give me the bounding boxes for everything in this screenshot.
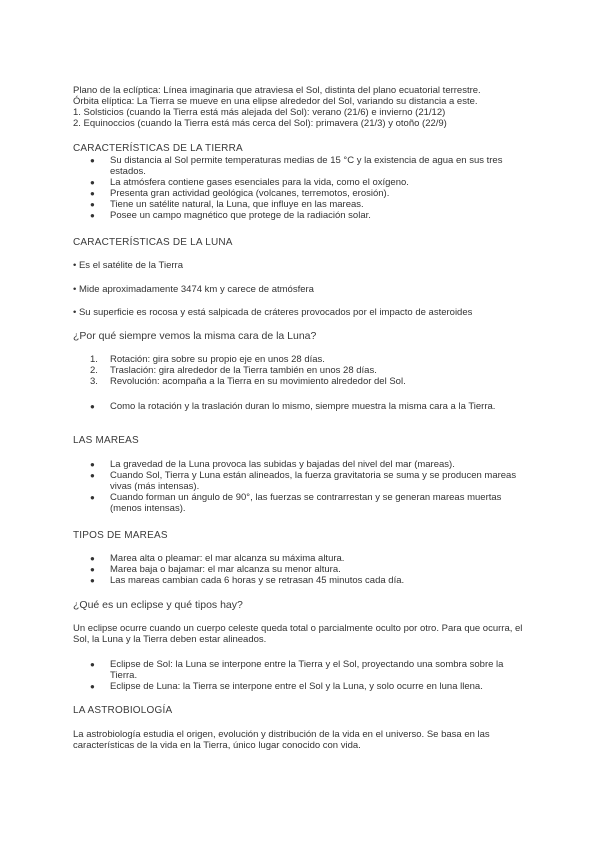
- heading-mareas: LAS MAREAS: [73, 435, 139, 446]
- list-movimientos: [73, 354, 525, 387]
- bullet-icon: ●: [90, 493, 95, 502]
- luna-item-satelite: • Es el satélite de la Tierra: [73, 260, 183, 271]
- list-item: 3. Revolución: acompaña a la Tierra en su movimiento alrededor del Sol.: [90, 376, 406, 387]
- bullet-icon: ●: [90, 576, 95, 585]
- list-item: ● Cuando forman un ángulo de 90°, las fuerzas se contrarrestan y se generan mareas muertas (menos intensas).: [90, 492, 502, 514]
- bullet-icon: ●: [90, 402, 95, 411]
- intro-line-ecliptica: Plano de la eclíptica: Línea imaginaria que atraviesa el Sol, distinta del plano ecuatorial terrestre.: [73, 85, 481, 96]
- bullet-icon: ●: [90, 200, 95, 209]
- question-eclipse: ¿Qué es un eclipse y qué tipos hay?: [73, 599, 243, 611]
- astrobiologia-paragraph: La astrobiología estudia el origen, evolución y distribución de la vida en el universo. Se basa en las características de la vida en la Tierra, único lugar conocido con vida.: [73, 729, 490, 751]
- list-item: ● La atmósfera contiene gases esenciales para la vida, como el oxígeno.: [90, 177, 409, 188]
- list-eclipses: [73, 659, 525, 692]
- bullet-icon: ●: [90, 178, 95, 187]
- bullet-icon: ●: [90, 189, 95, 198]
- list-item: 2. Traslación: gira alrededor de la Tierra también en unos 28 días.: [90, 365, 377, 376]
- eclipse-paragraph: Un eclipse ocurre cuando un cuerpo celeste queda total o parcialmente oculto por otro. Para que ocurra, el Sol, la Luna y la Tierra deben estar alineados.: [73, 623, 523, 645]
- question-misma-cara: ¿Por qué siempre vemos la misma cara de la Luna?: [73, 330, 317, 342]
- list-item: ● Cuando Sol, Tierra y Luna están alineados, la fuerza gravitatoria se suma y se producen mareas vivas (más intensas).: [90, 470, 517, 492]
- intro-line-equinoccios: 2. Equinoccios (cuando la Tierra está más cerca del Sol): primavera (21/3) y otoño (22/9): [73, 118, 447, 129]
- list-item: ● Marea alta o pleamar: el mar alcanza su máxima altura.: [90, 553, 345, 564]
- intro-block: [73, 85, 525, 129]
- list-cara-nota: [73, 401, 525, 412]
- heading-luna: CARACTERÍSTICAS DE LA LUNA: [73, 237, 233, 248]
- list-item: ● Las mareas cambian cada 6 horas y se retrasan 45 minutos cada día.: [90, 575, 405, 586]
- bullet-icon: ●: [90, 554, 95, 563]
- heading-tipos-mareas: TIPOS DE MAREAS: [73, 530, 168, 541]
- list-item: ● Marea baja o bajamar: el mar alcanza su menor altura.: [90, 564, 341, 575]
- list-item: ● La gravedad de la Luna provoca las subidas y bajadas del nivel del mar (mareas).: [90, 459, 455, 470]
- list-item: ● Como la rotación y la traslación duran lo mismo, siempre muestra la misma cara a la Tierra.: [90, 401, 496, 412]
- bullet-icon: ●: [90, 660, 95, 669]
- intro-line-solsticios: 1. Solsticios (cuando la Tierra está más alejada del Sol): verano (21/6) e invierno (21/12): [73, 107, 446, 118]
- list-item: ● Presenta gran actividad geológica (volcanes, terremotos, erosión).: [90, 188, 390, 199]
- list-item: ● Tiene un satélite natural, la Luna, que influye en las mareas.: [90, 199, 364, 210]
- heading-tierra: CARACTERÍSTICAS DE LA TIERRA: [73, 143, 243, 154]
- intro-line-orbita: Órbita elíptica: La Tierra se mueve en una elipse alrededor del Sol, variando su distancia a este.: [73, 96, 478, 107]
- luna-item-tamano: • Mide aproximadamente 3474 km y carece de atmósfera: [73, 284, 314, 295]
- list-mareas: [73, 459, 525, 514]
- heading-astrobiologia: LA ASTROBIOLOGÍA: [73, 705, 173, 716]
- list-item: ● Eclipse de Luna: la Tierra se interpone entre el Sol y la Luna, y solo ocurre en luna llena.: [90, 681, 483, 692]
- bullet-icon: ●: [90, 682, 95, 691]
- list-item: ● Posee un campo magnético que protege de la radiación solar.: [90, 210, 371, 221]
- list-item: 1. Rotación: gira sobre su propio eje en unos 28 días.: [90, 354, 325, 365]
- list-tipos-mareas: [73, 553, 525, 586]
- list-item: ● Eclipse de Sol: la Luna se interpone entre la Tierra y el Sol, proyectando una sombra sobre la Tierra.: [90, 659, 504, 681]
- bullet-icon: ●: [90, 211, 95, 220]
- bullet-icon: ●: [90, 460, 95, 469]
- list-tierra: [73, 155, 525, 221]
- luna-item-superficie: • Su superficie es rocosa y está salpicada de cráteres provocados por el impacto de asteroides: [73, 307, 473, 318]
- bullet-icon: ●: [90, 471, 95, 480]
- list-item: ● Su distancia al Sol permite temperaturas medias de 15 °C y la existencia de agua en sus tres estados.: [90, 155, 503, 177]
- bullet-icon: ●: [90, 156, 95, 165]
- bullet-icon: ●: [90, 565, 95, 574]
